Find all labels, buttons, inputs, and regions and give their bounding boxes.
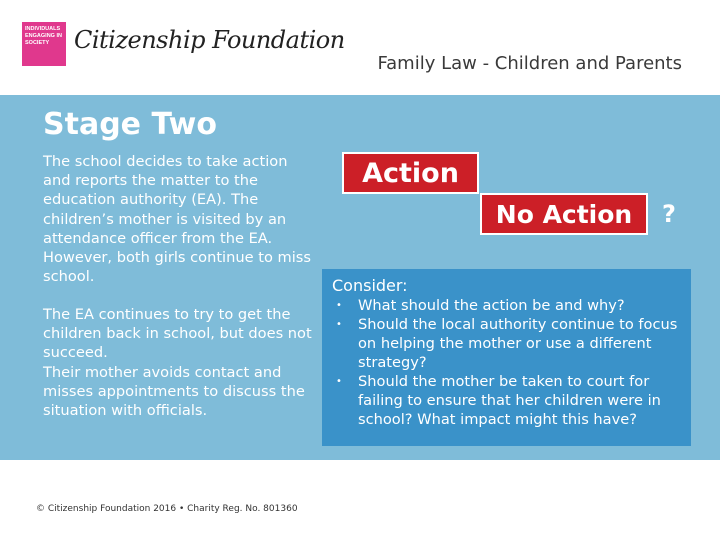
consider-box (322, 269, 691, 446)
consider-item (332, 372, 681, 429)
logo-line-1: INDIVIDUALS (25, 26, 61, 32)
bullet-icon: • (336, 319, 342, 330)
scenario-text-2a: The EA continues to try to get the children back in school, but does not succeed. (43, 306, 312, 362)
question-mark: ? (662, 200, 676, 228)
bullet-icon: • (336, 376, 342, 387)
consider-item (332, 296, 681, 315)
logo-wordmark: Citizenship Foundation (74, 26, 345, 54)
logo-line-3: SOCIETY (25, 40, 50, 46)
stage-title: Stage Two (43, 107, 217, 142)
consider-title: Consider: (332, 276, 408, 295)
scenario-paragraph-1 (43, 152, 313, 286)
consider-item-text: What should the action be and why? (358, 297, 625, 314)
bullet-icon: • (336, 300, 342, 311)
scenario-text-2b: Their mother avoids contact and misses appointments to discuss the situation with officials. (43, 363, 305, 420)
logo-line-2: ENGAGING IN (25, 33, 62, 39)
consider-item (332, 315, 681, 372)
header (0, 0, 720, 95)
consider-item-text: Should the mother be taken to court for failing to ensure that her children were in school? What impact might this have? (358, 373, 661, 428)
scenario-paragraph-2 (43, 305, 313, 420)
footer-copyright: © Citizenship Foundation 2016 • Charity Reg. No. 801360 (36, 504, 298, 514)
scenario-text-1: The school decides to take action and reports the matter to the education authority (EA). The children’s mother is visited by an attendance officer from the EA. However, both girls continue to miss school. (43, 153, 311, 286)
header-title: Family Law - Children and Parents (377, 53, 682, 74)
consider-item-text: Should the local authority continue to focus on helping the mother or use a different strategy? (358, 316, 678, 371)
no-action-button[interactable]: No Action (480, 193, 648, 235)
consider-list (332, 296, 681, 429)
action-button[interactable]: Action (342, 152, 479, 194)
logo-mark (22, 22, 66, 66)
